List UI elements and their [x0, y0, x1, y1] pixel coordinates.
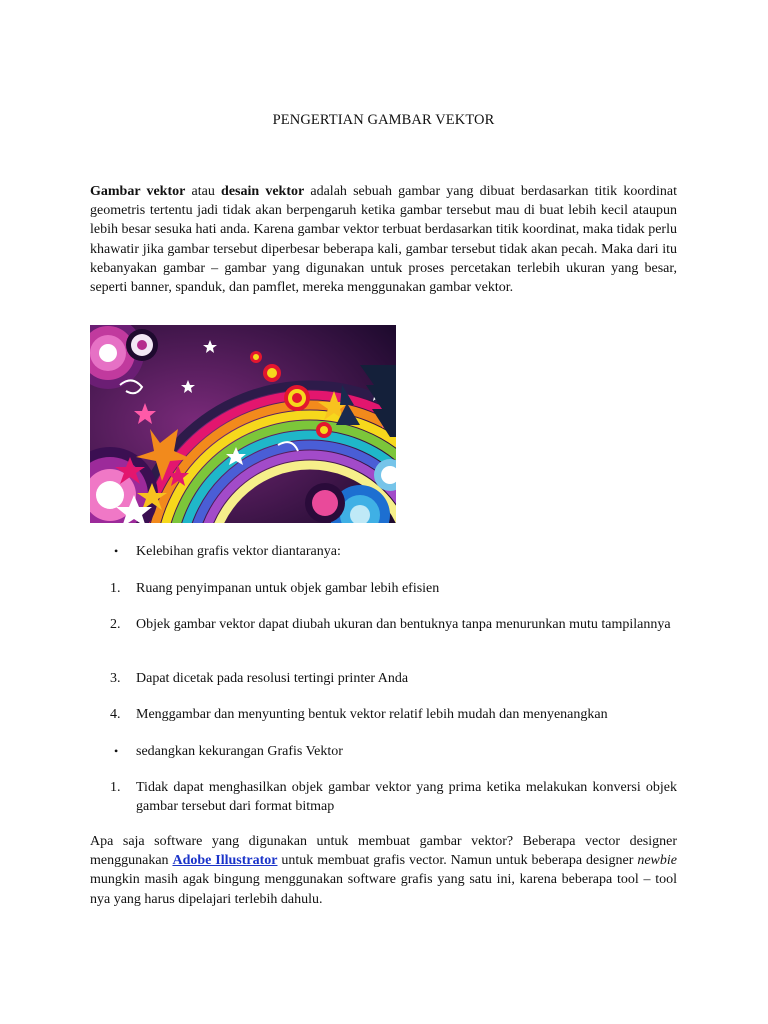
bullet-icon: •	[114, 544, 119, 558]
closing-paragraph	[90, 832, 677, 909]
list-number: 4.	[110, 707, 121, 722]
term-desain-vektor: desain vektor	[221, 184, 305, 199]
bullet-icon: •	[114, 744, 119, 758]
closing-text-3: mungkin masih agak bingung menggunakan software grafis yang satu ini, karena beberapa tool – tool nya yang harus dipelajari terlebih dahulu.	[90, 872, 677, 907]
disadvantage-item	[90, 778, 677, 816]
vector-art-illustration	[90, 325, 396, 523]
list-number: 2.	[110, 617, 121, 632]
intro-connector: atau	[185, 184, 222, 199]
intro-paragraph	[90, 182, 677, 297]
term-gambar-vektor: Gambar vektor	[90, 184, 186, 199]
newbie-italic: newbie	[637, 853, 677, 869]
advantage-item	[90, 669, 677, 688]
disadvantages-heading	[90, 742, 677, 761]
advantage-text: Dapat dicetak pada resolusi tertingi printer Anda	[136, 671, 409, 686]
disadvantage-text: Tidak dapat menghasilkan objek gambar vektor yang prima ketika melakukan konversi objek gambar tersebut dari format bitmap	[136, 780, 677, 814]
advantage-text: Menggambar dan menyunting bentuk vektor relatif lebih mudah dan menyenangkan	[136, 707, 608, 722]
advantage-item	[90, 579, 677, 598]
closing-text-1: Apa saja software yang digunakan untuk membuat gambar vektor? Beberapa vector designer menggunakan	[90, 834, 677, 869]
advantage-item	[90, 615, 677, 634]
disadvantages-heading-text: sedangkan kekurangan Grafis Vektor	[136, 744, 343, 759]
closing-text-2: untuk membuat grafis vector. Namun untuk beberapa designer	[277, 853, 638, 869]
advantage-text: Objek gambar vektor dapat diubah ukuran dan bentuknya tanpa menurunkan mutu tampilannya	[136, 617, 671, 632]
advantages-heading	[90, 542, 677, 561]
advantage-text: Ruang penyimpanan untuk objek gambar lebih efisien	[136, 581, 440, 596]
document-title: PENGERTIAN GAMBAR VEKTOR	[272, 112, 495, 128]
advantage-item	[90, 705, 677, 724]
list-number: 1.	[110, 780, 121, 795]
advantages-heading-text: Kelebihan grafis vektor diantaranya:	[136, 544, 341, 559]
list-number: 1.	[110, 581, 121, 596]
intro-body: adalah sebuah gambar yang dibuat berdasarkan titik koordinat geometris tertentu jadi tidak akan berpengaruh ketika gambar tersebut mau di buat lebih kecil ataupun lebih besar sesuka hati anda. Karena gambar vektor terbuat berdasarkan titik koordinat, maka tidak perlu khawatir jika gambar tersebut diperbesar beberapa kali, gambar tersebut tidak akan pecah. Maka dari itu kebanyakan gambar – gambar yang digunakan untuk proses percetakan terlebih ukuran yang besar, seperti banner, spanduk, dan pamflet, mereka menggunakan gambar vektor.	[90, 184, 678, 296]
list-number: 3.	[110, 671, 121, 686]
adobe-illustrator-link[interactable]: Adobe Illustrator	[172, 853, 278, 869]
